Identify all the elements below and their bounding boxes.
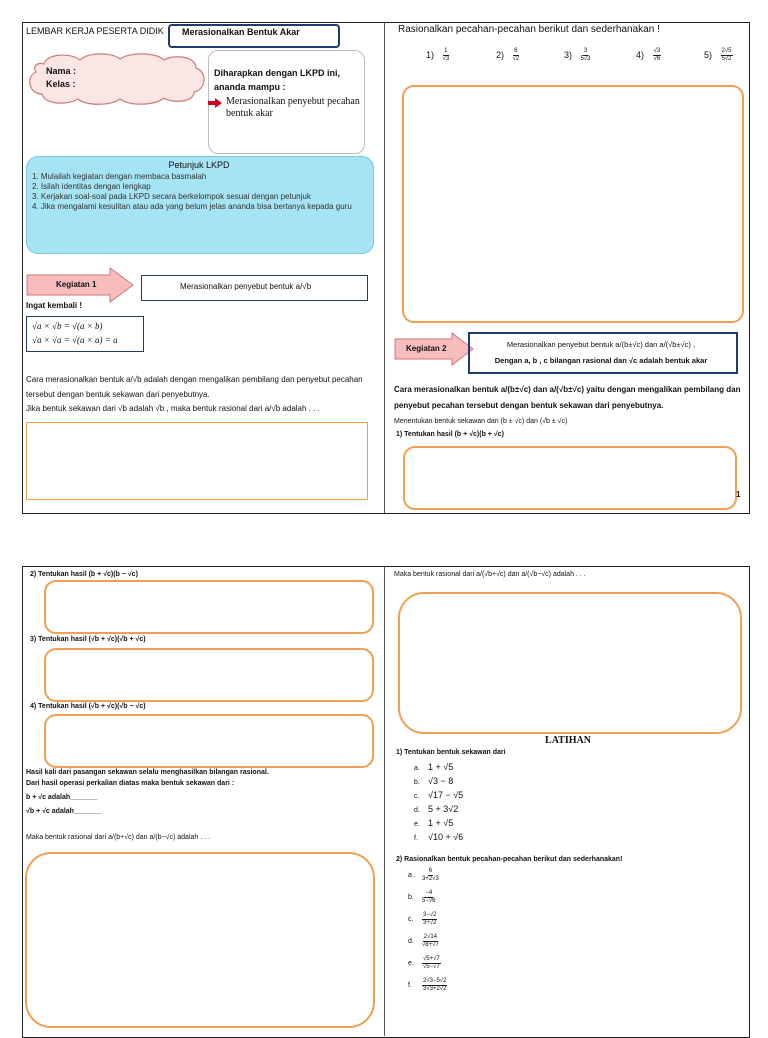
item-letter: d. xyxy=(408,938,414,946)
list-item xyxy=(408,868,447,890)
para-cara: Cara merasionalkan bentuk a/√b adalah dengan mengalikan pembilang dan penyebut pecahan tersebut dengan bentuk sekawan dari penyebutnya. xyxy=(26,375,363,399)
problem-fraction xyxy=(721,48,733,63)
item-letter: f. xyxy=(408,982,412,990)
hasil-block xyxy=(26,767,376,817)
item-letter: f. xyxy=(414,835,418,842)
latihan-title: LATIHAN xyxy=(545,735,591,746)
item-letter: c. xyxy=(414,793,420,800)
item-letter: a . xyxy=(408,872,416,880)
formula-line: √a × √a = √(a × a) = a xyxy=(32,335,118,345)
denominator: 5√2 xyxy=(721,56,732,62)
answer-box-q3[interactable] xyxy=(44,648,374,702)
item-letter: d. xyxy=(414,807,420,814)
denominator: 5−√6 xyxy=(422,898,436,904)
denominator: √2 xyxy=(512,56,520,62)
ingat-kembali: Ingat kembali ! xyxy=(26,301,83,310)
list-item xyxy=(408,956,447,978)
answer-box-maka1[interactable] xyxy=(25,852,375,1028)
goal-intro: Diharapkan dengan LKPD ini, ananda mampu : xyxy=(214,68,341,92)
numerator: 1 xyxy=(444,48,448,54)
item-text: √10 + √6 xyxy=(428,832,464,842)
list-item xyxy=(408,912,447,934)
numerator: 8 xyxy=(514,48,518,54)
list-item xyxy=(414,804,463,816)
latihan-2-list xyxy=(408,868,447,1000)
item-letter: b. xyxy=(408,894,414,902)
hasil-line: Hasil kali dari pasangan sekawan selalu menghasilkan bilangan rasional. xyxy=(26,769,269,776)
item-fraction xyxy=(422,912,437,927)
problem-number: 5) xyxy=(704,49,713,60)
answer-box-problems[interactable] xyxy=(402,85,744,323)
petunjuk-item: 2. Isilah identitas dengan lengkap xyxy=(32,182,151,191)
item-fraction xyxy=(422,890,435,905)
denominator: √6 xyxy=(653,56,661,62)
list-item xyxy=(414,832,463,844)
petunjuk-item: 1. Mulailah kegiatan dengan membaca basmalah xyxy=(32,172,207,181)
header-left: LEMBAR KERJA PESERTA DIDIK xyxy=(26,26,164,36)
list-item xyxy=(414,776,463,788)
petunjuk-item: 3. Kerjakan soal-soal pada LKPD secara berkelompok sesuai dengan petunjuk xyxy=(32,192,311,201)
page-divider xyxy=(384,566,385,1036)
question-4: 4) Tentukan hasil (√b + √c)(√b − √c) xyxy=(30,703,146,710)
latihan-1-title: 1) Tentukan bentuk sekawan dari xyxy=(396,749,506,756)
problem-item xyxy=(496,48,519,63)
petunjuk-title: Petunjuk LKPD xyxy=(168,160,230,170)
answer-box-q2[interactable] xyxy=(44,580,374,634)
kegiatan1-label: Kegiatan 1 xyxy=(56,280,97,289)
problem-fraction xyxy=(513,48,520,63)
latihan-2-title: 2) Rasionalkan bentuk pecahan-pecahan berikut dan sederhanakan! xyxy=(396,856,623,863)
numerator: 3 xyxy=(583,48,588,54)
list-item xyxy=(414,790,463,802)
kegiatan1-title: Merasionalkan penyebut bentuk a/√b xyxy=(180,282,312,291)
problem-number: 1) xyxy=(426,49,435,60)
numerator: √5+√7 xyxy=(423,956,440,962)
page-number: 1 xyxy=(736,490,741,499)
header-title: Merasionalkan Bentuk Akar xyxy=(182,27,300,37)
goal-item: Merasionalkan penyebut pecahan bentuk akar xyxy=(226,96,360,119)
numerator: −4 xyxy=(425,890,433,896)
item-text: √17 − √5 xyxy=(428,790,464,800)
item-letter: b. xyxy=(414,779,420,786)
denominator: √8+√7 xyxy=(422,942,439,948)
list-item xyxy=(408,890,447,912)
question-3: 3) Tentukan hasil (√b + √c)(√b + √c) xyxy=(30,636,146,643)
numerator: 2√3−5√2 xyxy=(423,978,447,984)
list-item xyxy=(408,934,447,956)
para-cara-2: Cara merasionalkan bentuk a/(b±√c) dan a/(√b±√c) yaitu dengan mengalikan pembilang dan penyebut pecahan tersebut dengan bentuk sekawan dari penyebutnya. xyxy=(394,385,741,410)
numerator: 2√5 xyxy=(721,48,732,54)
denominator: 5√3 xyxy=(580,56,591,62)
item-fraction xyxy=(422,934,439,949)
formula-list xyxy=(32,319,118,347)
nama-label: Nama : xyxy=(46,66,77,76)
problem-fraction xyxy=(581,48,591,63)
denominator: 3+2√3 xyxy=(422,876,439,882)
kegiatan2-label: Kegiatan 2 xyxy=(406,344,447,353)
problem-fraction xyxy=(653,48,662,63)
item-letter: a. xyxy=(414,765,420,772)
latihan-1-list xyxy=(414,762,463,844)
item-fraction xyxy=(422,956,441,971)
list-item xyxy=(414,818,463,830)
question-2: 2) Tentukan hasil (b + √c)(b − √c) xyxy=(30,571,138,578)
maka-2: Maka bentuk rasional dari a/(√b+√c) dan a/(√b−√c) adalah . . . xyxy=(394,571,586,578)
problem-item xyxy=(564,48,591,63)
kegiatan2-title-box xyxy=(468,332,738,374)
hasil-line: √b + √c adalah_______ xyxy=(26,808,102,815)
identity-cloud xyxy=(24,50,208,106)
petunjuk-item: 4. Jika mengalami kesulitan atau ada yang belum jelas ananda bisa bertanya kepada guru xyxy=(32,202,352,211)
list-item xyxy=(414,762,463,774)
item-text: 1 + √5 xyxy=(428,818,454,828)
problem-item xyxy=(426,48,449,63)
problem-fraction xyxy=(443,48,450,63)
kelas-label: Kelas : xyxy=(46,79,76,89)
list-item xyxy=(408,978,447,1000)
answer-box-maka2[interactable] xyxy=(398,592,742,734)
item-fraction xyxy=(422,868,439,883)
question-1: 1) Tentukan hasil (b + √c)(b + √c) xyxy=(396,431,504,438)
petunjuk-list xyxy=(32,172,366,212)
item-text: √3 − 8 xyxy=(428,776,454,786)
maka-1: Maka bentuk rasional dari a/(b+√c) dan a/(b−√c) adalah . . . xyxy=(26,834,210,841)
denominator: 3√3+2√2 xyxy=(423,986,447,992)
numerator: √3 xyxy=(653,48,661,54)
problem-item xyxy=(704,48,733,63)
page-divider xyxy=(384,22,385,513)
arrow-right-icon xyxy=(208,98,222,108)
answer-box-q1[interactable] xyxy=(403,446,737,510)
hasil-line: Dari hasil operasi perkalian diatas maka bentuk sekawan dari : xyxy=(26,780,235,787)
answer-box-1[interactable] xyxy=(26,422,368,500)
numerator: 6 xyxy=(428,868,433,874)
problem-number: 3) xyxy=(564,49,573,60)
kegiatan2-line2: Dengan a, b , c bilangan rasional dan √c adalah bentuk akar xyxy=(494,356,708,365)
item-text: 5 + 3√2 xyxy=(428,804,459,814)
numerator: 3−√2 xyxy=(423,912,437,918)
numerator: 2√14 xyxy=(423,934,438,940)
denominator: 3+√2 xyxy=(423,920,437,926)
hasil-line: b + √c adalah_______ xyxy=(26,794,98,801)
denominator: √5−√7 xyxy=(423,964,440,970)
denominator: √3 xyxy=(442,56,450,62)
para-jika: Jika bentuk sekawan dari √b adalah √b , maka bentuk rasional dari a/√b adalah . . . xyxy=(26,404,320,413)
item-text: 1 + √5 xyxy=(428,762,454,772)
kegiatan2-line1: Merasionalkan penyebut bentuk a/(b±√c) dan a/(√b±√c) , xyxy=(506,340,696,349)
menentukan: Menentukan bentuk sekawan dari (b ± √c) dan (√b ± √c) xyxy=(394,418,568,425)
problem-number: 2) xyxy=(496,49,505,60)
item-fraction xyxy=(422,978,447,993)
item-letter: c. xyxy=(408,916,414,924)
problem-item xyxy=(636,48,661,63)
item-letter: e. xyxy=(414,821,420,828)
answer-box-q4[interactable] xyxy=(44,714,374,768)
instruction: Rasionalkan pecahan-pecahan berikut dan sederhanakan ! xyxy=(398,24,660,35)
formula-line: √a × √b = √(a × b) xyxy=(32,321,103,331)
item-letter: e. xyxy=(408,960,414,968)
problem-number: 4) xyxy=(636,49,645,60)
